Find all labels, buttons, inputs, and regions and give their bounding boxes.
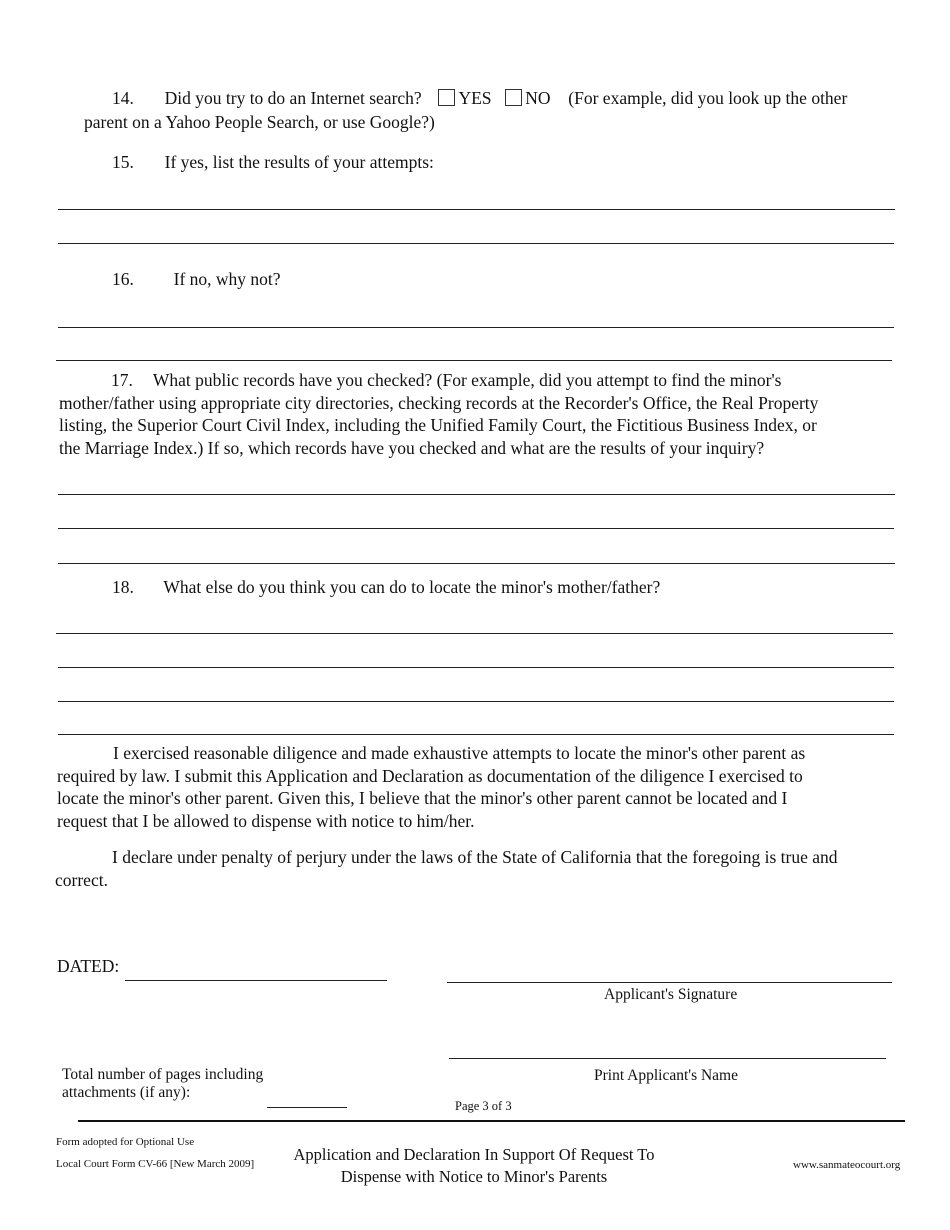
answer-line-17-2[interactable] bbox=[58, 528, 894, 529]
no-label: NO bbox=[525, 88, 551, 108]
print-name-field[interactable] bbox=[449, 1058, 886, 1059]
question-16-text: If no, why not? bbox=[173, 269, 281, 289]
footer-title-line2: Dispense with Notice to Minor's Parents bbox=[340, 1167, 608, 1186]
diligence-line1: I exercised reasonable diligence and made exhaustive attempts to locate the minor's other parent as bbox=[113, 743, 806, 763]
footer-form-id: Local Court Form CV-66 [New March 2009] bbox=[56, 1158, 255, 1170]
print-name-label: Print Applicant's Name bbox=[594, 1067, 738, 1084]
question-17-line3: listing, the Superior Court Civil Index, including the Unified Family Court, the Fictitious Business Index, or bbox=[59, 415, 817, 435]
applicant-signature-label: Applicant's Signature bbox=[604, 986, 738, 1003]
total-pages-label bbox=[62, 1066, 263, 1102]
question-15 bbox=[112, 151, 434, 174]
total-pages-line2: attachments (if any): bbox=[62, 1084, 191, 1101]
answer-line-17-1[interactable] bbox=[58, 494, 895, 495]
answer-line-18-1[interactable] bbox=[56, 633, 893, 634]
question-14-text: Did you try to do an Internet search? bbox=[164, 88, 422, 108]
answer-line-17-3[interactable] bbox=[58, 563, 895, 564]
yes-checkbox[interactable] bbox=[438, 89, 455, 106]
page-number: Page 3 of 3 bbox=[455, 1099, 512, 1113]
footer-title-line1: Application and Declaration In Support Of Request To bbox=[293, 1145, 655, 1164]
question-16-number: 16. bbox=[112, 269, 134, 289]
total-pages-field[interactable] bbox=[267, 1107, 347, 1108]
dated-label: DATED: bbox=[57, 956, 120, 976]
question-14-number: 14. bbox=[112, 88, 134, 108]
question-14-example: (For example, did you look up the other bbox=[568, 88, 848, 108]
no-checkbox[interactable] bbox=[505, 89, 522, 106]
question-17-line1: What public records have you checked? (For example, did you attempt to find the minor's bbox=[152, 370, 782, 390]
answer-line-16-1[interactable] bbox=[58, 327, 894, 328]
dated-field[interactable] bbox=[125, 980, 387, 981]
diligence-statement bbox=[57, 742, 805, 832]
question-16 bbox=[112, 268, 281, 291]
answer-line-18-4[interactable] bbox=[58, 734, 894, 735]
question-15-text: If yes, list the results of your attempts: bbox=[164, 152, 434, 172]
declaration-line2: correct. bbox=[55, 869, 108, 890]
question-17-line4: the Marriage Index.) If so, which records have you checked and what are the results of your inquiry? bbox=[59, 437, 765, 458]
total-pages-line1: Total number of pages including bbox=[62, 1066, 264, 1083]
question-14-continuation: parent on a Yahoo People Search, or use Google?) bbox=[84, 112, 435, 132]
answer-line-18-2[interactable] bbox=[58, 667, 894, 668]
question-14 bbox=[112, 87, 847, 110]
question-18 bbox=[112, 576, 660, 599]
answer-line-18-3[interactable] bbox=[58, 701, 894, 702]
applicant-signature-field[interactable] bbox=[447, 982, 892, 983]
question-17-number: 17. bbox=[111, 370, 133, 390]
question-18-text: What else do you think you can do to locate the minor's mother/father? bbox=[163, 577, 661, 597]
diligence-line3: locate the minor's other parent. Given this, I believe that the minor's other parent cannot be located and I bbox=[57, 788, 788, 808]
question-18-number: 18. bbox=[112, 577, 134, 597]
question-15-number: 15. bbox=[112, 152, 134, 172]
answer-line-15-1[interactable] bbox=[58, 209, 895, 210]
perjury-declaration bbox=[55, 846, 838, 891]
diligence-line2: required by law. I submit this Application and Declaration as documentation of the diligence I exercised to bbox=[57, 765, 803, 786]
diligence-line4: request that I be allowed to dispense with notice to him/her. bbox=[57, 810, 475, 831]
footer-rule bbox=[78, 1120, 905, 1122]
footer-website[interactable]: www.sanmateocourt.org bbox=[793, 1159, 901, 1171]
footer-adopted: Form adopted for Optional Use bbox=[56, 1136, 195, 1148]
answer-line-16-2[interactable] bbox=[56, 360, 892, 361]
footer-form-title bbox=[268, 1144, 680, 1188]
question-17 bbox=[59, 369, 818, 459]
question-17-line2: mother/father using appropriate city directories, checking records at the Recorder's Office, the Real Property bbox=[59, 392, 819, 413]
declaration-line1: I declare under penalty of perjury under the laws of the State of California that the foregoing is true and bbox=[112, 847, 838, 867]
yes-label: YES bbox=[458, 88, 492, 108]
answer-line-15-2[interactable] bbox=[58, 243, 894, 244]
